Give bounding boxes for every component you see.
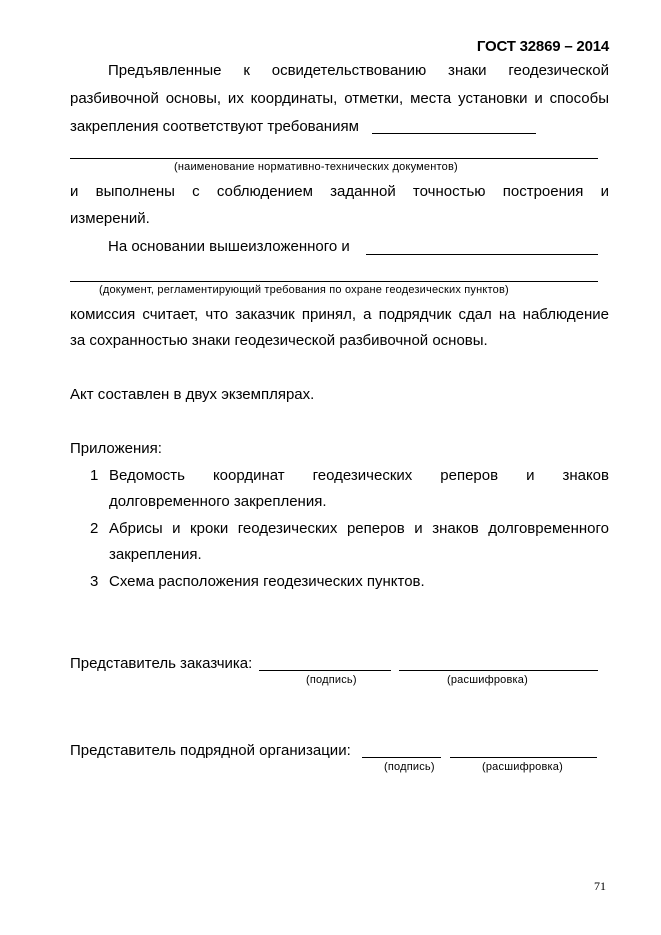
- document-code: ГОСТ 32869 – 2014: [476, 38, 609, 55]
- document-blank-line-2: [70, 281, 598, 282]
- para4-line1: комиссия считает, что заказчик принял, а подрядчик сдал на наблюдение: [70, 306, 609, 323]
- document-blank-line-1: [366, 254, 598, 255]
- para4-line2: за сохранностью знаки геодезической разбивочной основы.: [70, 332, 488, 349]
- customer-decoding-caption: (расшифровка): [447, 674, 528, 686]
- para2-line1: и выполнены с соблюдением заданной точностью построения и: [70, 183, 609, 200]
- requirements-blank-line: [372, 133, 536, 134]
- appendix-2-line1: Абрисы и кроки геодезических реперов и знаков долговременного: [109, 520, 609, 537]
- appendix-1-line1: Ведомость координат геодезических реперов и знаков: [109, 467, 609, 484]
- normative-docs-caption: (наименование нормативно-технических документов): [174, 161, 458, 173]
- customer-signature-caption: (подпись): [306, 674, 357, 686]
- para1-line2: разбивочной основы, их координаты, отметки, места установки и способы: [70, 90, 609, 107]
- act-copies-note: Акт составлен в двух экземплярах.: [70, 386, 315, 403]
- appendices-title: Приложения:: [70, 440, 162, 457]
- appendix-1-number: 1: [90, 467, 99, 484]
- contractor-signature-line: [362, 757, 441, 758]
- appendix-3-line1: Схема расположения геодезических пунктов.: [109, 573, 425, 590]
- contractor-decoding-line: [450, 757, 597, 758]
- para1-line3: закрепления соответствуют требованиям: [70, 118, 359, 135]
- contractor-signature-caption: (подпись): [384, 761, 435, 773]
- appendix-2-number: 2: [90, 520, 99, 537]
- appendix-2-line2: закрепления.: [109, 546, 202, 563]
- appendix-3-number: 3: [90, 573, 99, 590]
- page-number: 71: [594, 879, 606, 893]
- document-caption: (документ, регламентирующий требования по охране геодезических пунктов): [99, 284, 509, 296]
- appendix-1-line2: долговременного закрепления.: [109, 493, 327, 510]
- para2-line2: измерений.: [70, 210, 150, 227]
- customer-signature-line: [259, 670, 391, 671]
- contractor-decoding-caption: (расшифровка): [482, 761, 563, 773]
- customer-decoding-line: [399, 670, 598, 671]
- normative-docs-blank-line: [70, 158, 598, 159]
- para1-line1: Предъявленные к освидетельствованию знаки геодезической: [108, 62, 609, 79]
- contractor-representative-label: Представитель подрядной организации:: [70, 742, 351, 759]
- para3-line1: На основании вышеизложенного и: [108, 238, 350, 255]
- customer-representative-label: Представитель заказчика:: [70, 655, 253, 672]
